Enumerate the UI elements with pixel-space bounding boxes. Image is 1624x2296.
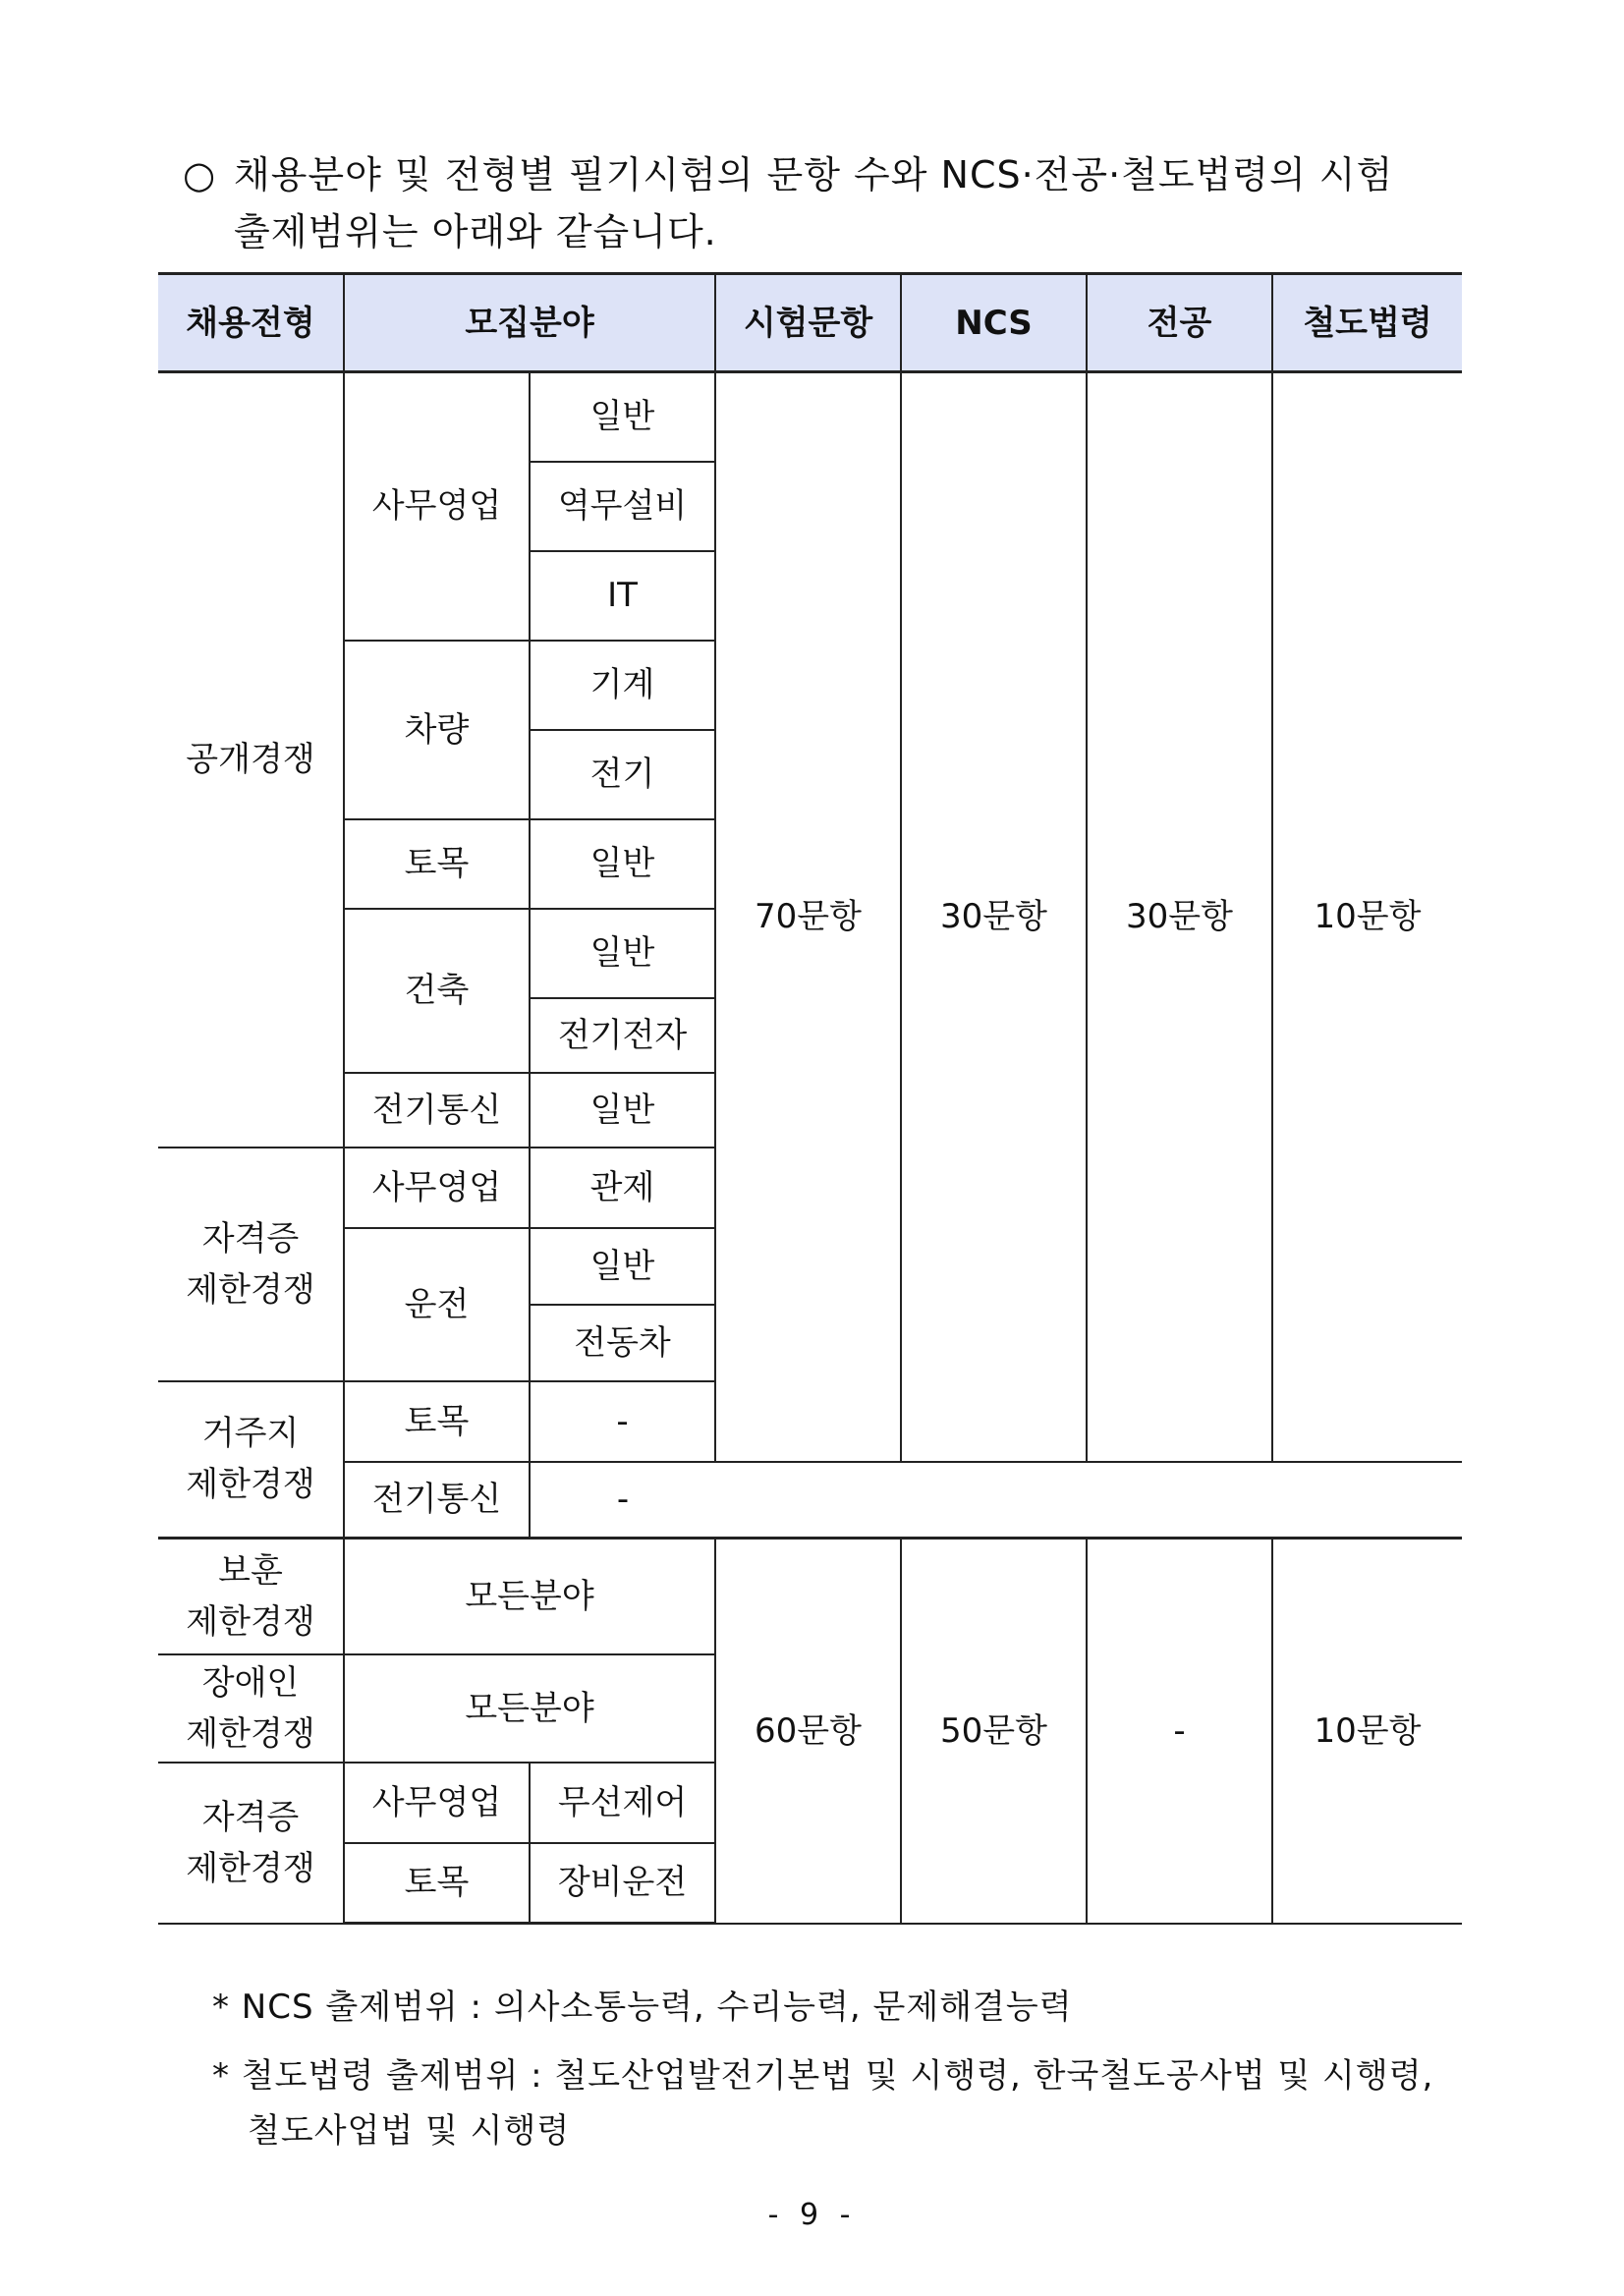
questions-group-b: 60문항: [715, 1539, 901, 1924]
field-all-fields: 모든분야: [344, 1654, 715, 1763]
page-number: - 9 -: [767, 2198, 857, 2232]
subfield-general: 일반: [530, 1073, 715, 1148]
group-disabled-limited: 장애인 제한경쟁: [158, 1654, 344, 1763]
note-railway-law-line-1: * 철도법령 출제범위 : 철도산업발전기본법 및 시행령, 한국철도공사법 및 시행령,: [212, 2056, 1434, 2096]
table-row: [158, 1462, 1462, 1539]
header-major: 전공: [1087, 274, 1272, 372]
header-ncs: NCS: [901, 274, 1087, 372]
table-row: [158, 372, 1462, 462]
major-group-b: -: [1087, 1539, 1272, 1924]
note-ncs-scope: * NCS 출제범위 : 의사소통능력, 수리능력, 문제해결능력: [212, 1988, 1073, 2027]
field-office-sales: 사무영업: [344, 372, 530, 641]
ncs-group-b: 50문항: [901, 1539, 1087, 1924]
note-railway-law-line-2: 철도사업법 및 시행령: [248, 2111, 571, 2151]
questions-group-a: 70문항: [715, 372, 901, 1462]
field-architecture: 건축: [344, 909, 530, 1073]
group-veteran-limited: 보훈 제한경쟁: [158, 1539, 344, 1654]
field-office-sales: 사무영업: [344, 1148, 530, 1228]
field-driving: 운전: [344, 1228, 530, 1381]
intro-line-2: 출제범위는 아래와 같습니다.: [234, 210, 717, 253]
law-group-a: 10문항: [1272, 372, 1462, 1462]
subfield-dash: -: [530, 1381, 715, 1462]
subfield-general: 일반: [530, 1228, 715, 1305]
subfield-equipment-operation: 장비운전: [530, 1843, 715, 1924]
major-group-a: 30문항: [1087, 372, 1272, 1462]
subfield-mechanical: 기계: [530, 641, 715, 730]
ncs-group-a: 30문항: [901, 372, 1087, 1462]
note-railway-law-scope: [212, 2048, 1480, 2158]
table-row: [158, 1539, 1462, 1654]
field-all-fields: 모든분야: [344, 1539, 715, 1654]
subfield-electric: 전기: [530, 730, 715, 819]
group-certificate-limited: 자격증 제한경쟁: [158, 1763, 344, 1924]
subfield-electric-electronic: 전기전자: [530, 998, 715, 1073]
subfield-station-equipment: 역무설비: [530, 462, 715, 551]
field-office-sales: 사무영업: [344, 1763, 530, 1843]
field-electric-communication: 전기통신: [344, 1073, 530, 1148]
subfield-general: 일반: [530, 819, 715, 909]
table-header-row: [158, 274, 1462, 372]
law-group-b: 10문항: [1272, 1539, 1462, 1924]
bullet-circle-icon: ○: [183, 153, 217, 196]
field-vehicle: 차량: [344, 641, 530, 819]
header-questions: 시험문항: [715, 274, 901, 372]
header-hiring-type: 채용전형: [158, 274, 344, 372]
subfield-control: 관제: [530, 1148, 715, 1228]
subfield-general: 일반: [530, 909, 715, 998]
field-civil: 토목: [344, 819, 530, 909]
group-residence-limited: 거주지 제한경쟁: [158, 1381, 344, 1539]
subfield-it: IT: [530, 551, 715, 641]
header-railway-law: 철도법령: [1272, 274, 1462, 372]
group-certificate-limited: 자격증 제한경쟁: [158, 1148, 344, 1381]
field-civil: 토목: [344, 1381, 530, 1462]
header-recruit-field: 모집분야: [344, 274, 715, 372]
subfield-dash: -: [530, 1462, 715, 1539]
subfield-general: 일반: [530, 372, 715, 462]
group-open-competition: 공개경쟁: [158, 372, 344, 1148]
field-electric-communication: 전기통신: [344, 1462, 530, 1539]
field-civil: 토목: [344, 1843, 530, 1924]
subfield-emu: 전동차: [530, 1305, 715, 1381]
intro-line-1: 채용분야 및 전형별 필기시험의 문항 수와 NCS·전공·철도법령의 시험: [234, 153, 1394, 196]
subfield-wireless-control: 무선제어: [530, 1763, 715, 1843]
exam-scope-table: [158, 272, 1462, 1925]
